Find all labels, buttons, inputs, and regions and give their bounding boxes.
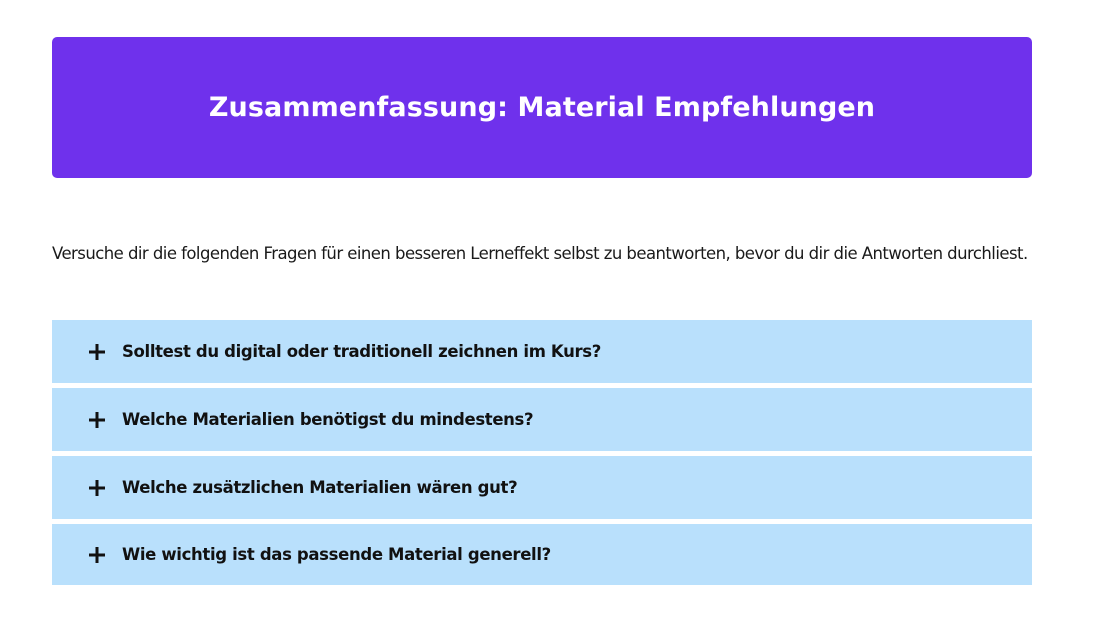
accordion-item-material-importance[interactable]: [52, 524, 1032, 585]
accordion-item-label: Wie wichtig ist das passende Material generell?: [122, 545, 551, 564]
accordion-item-label: Welche Materialien benötigst du mindestens?: [122, 410, 534, 429]
accordion-item-digital-or-traditional[interactable]: [52, 320, 1032, 383]
accordion-item-label: Welche zusätzlichen Materialien wären gut?: [122, 478, 518, 497]
plus-icon[interactable]: [88, 479, 106, 497]
plus-icon[interactable]: [88, 411, 106, 429]
accordion-item-minimum-materials[interactable]: [52, 388, 1032, 451]
plus-icon[interactable]: [88, 546, 106, 564]
faq-accordion: [52, 320, 1032, 585]
plus-icon[interactable]: [88, 343, 106, 361]
page-title: Zusammenfassung: Material Empfehlungen: [208, 92, 876, 123]
summary-header-banner: [52, 37, 1032, 178]
accordion-item-label: Solltest du digital oder traditionell zeichnen im Kurs?: [122, 342, 601, 361]
intro-text: Versuche dir die folgenden Fragen für einen besseren Lerneffekt selbst zu beantworten, bevor du dir die Antworten durchliest.: [52, 244, 1028, 263]
accordion-item-additional-materials[interactable]: [52, 456, 1032, 519]
